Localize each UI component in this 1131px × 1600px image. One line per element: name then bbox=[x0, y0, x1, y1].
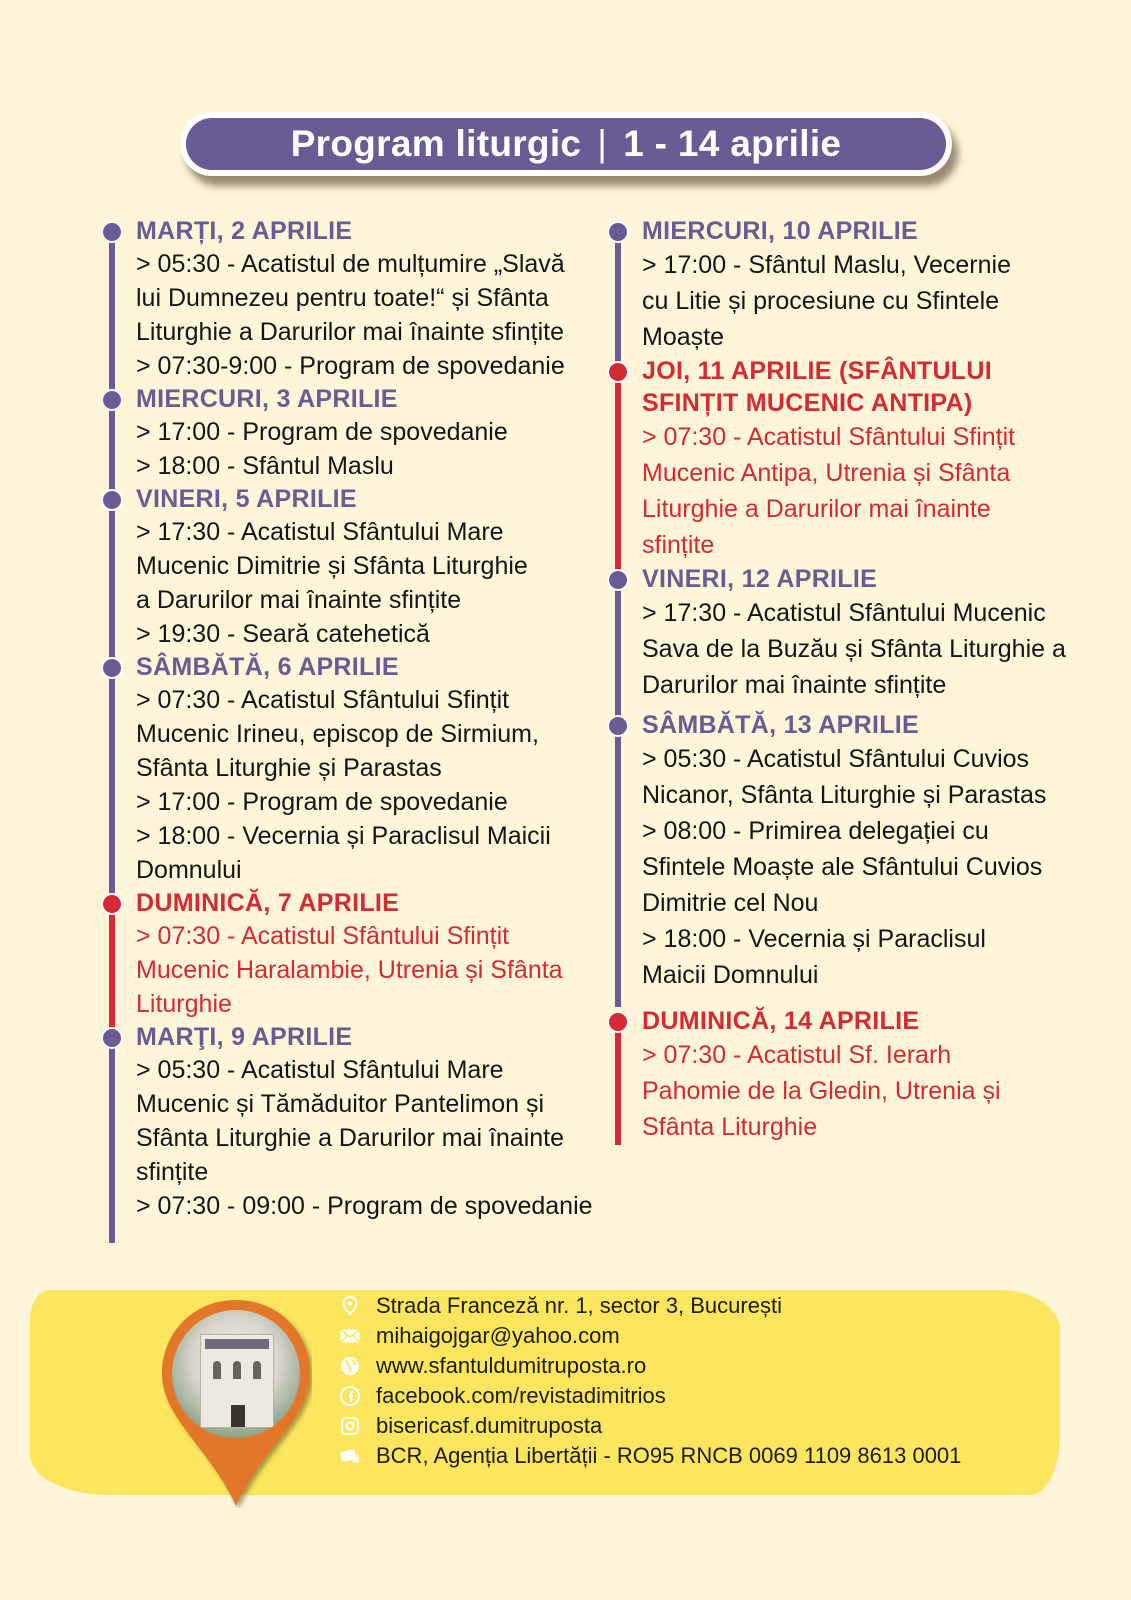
service-line: Mucenic Dimitrie și Sfânta Liturghie bbox=[136, 552, 528, 580]
schedule-entry-3-april bbox=[104, 383, 604, 483]
timeline-line bbox=[615, 1019, 621, 1145]
service-line: Pahomie de la Gledin, Utrenia și bbox=[642, 1077, 1001, 1105]
schedule-entry-14-april-feast bbox=[610, 1005, 1080, 1145]
service-line: Moaște bbox=[642, 323, 724, 351]
contact-bank bbox=[340, 1441, 961, 1471]
instagram-link[interactable]: bisericasf.dumitruposta bbox=[376, 1413, 603, 1438]
email-link[interactable]: mihaigojgar@yahoo.com bbox=[376, 1323, 620, 1348]
service-line: Liturghie a Darurilor mai înainte bbox=[642, 495, 991, 523]
service-line: > 05:30 - Acatistul de mulțumire „Slavă bbox=[136, 250, 565, 278]
schedule-left-column bbox=[104, 215, 604, 1223]
timeline-line bbox=[615, 577, 621, 717]
title-separator: | bbox=[597, 123, 608, 164]
service-line: Liturghie a Darurilor mai înainte sfințite bbox=[136, 318, 564, 346]
timeline-dot-icon bbox=[607, 221, 629, 243]
date-range: 1 - 14 aprilie bbox=[623, 123, 842, 164]
service-line: > 07:30 - Acatistul Sf. Ierarh bbox=[642, 1041, 952, 1069]
service-line: > 18:00 - Vecernia și Paraclisul Maicii bbox=[136, 822, 551, 850]
day-heading: MIERCURI, 10 APRILIE bbox=[642, 217, 918, 245]
timeline-line bbox=[109, 901, 115, 1035]
schedule-entry-6-april bbox=[104, 651, 604, 887]
service-line: Sfânta Liturghie bbox=[642, 1113, 818, 1141]
page-title: Program liturgic bbox=[290, 123, 582, 164]
service-line: > 05:30 - Acatistul Sfântului Cuvios bbox=[642, 745, 1030, 773]
bank-account-text: BCR, Agenția Libertății - RO95 RNCB 0069 1109 8613 0001 bbox=[376, 1443, 962, 1468]
service-line: Dimitrie cel Nou bbox=[642, 889, 819, 917]
timeline-line bbox=[109, 1035, 115, 1243]
day-heading: DUMINICĂ, 7 APRILIE bbox=[136, 889, 400, 917]
contact-address bbox=[340, 1291, 961, 1321]
instagram-icon bbox=[340, 1416, 360, 1436]
service-line: > 07:30-9:00 - Program de spovedanie bbox=[136, 352, 565, 380]
contact-website bbox=[340, 1351, 961, 1381]
church-building-icon bbox=[200, 1334, 274, 1428]
timeline-dot-icon bbox=[101, 1027, 123, 1049]
service-line: > 17:30 - Acatistul Sfântului Mucenic bbox=[642, 599, 1046, 627]
service-line: > 08:00 - Primirea delegației cu bbox=[642, 817, 989, 845]
day-heading: JOI, 11 APRILIE (SFÂNTULUI bbox=[642, 357, 992, 385]
timeline-line bbox=[109, 497, 115, 665]
service-line: Sfintele Moaște ale Sfântului Cuvios bbox=[642, 853, 1043, 881]
service-line: Sfânta Liturghie a Darurilor mai înainte bbox=[136, 1124, 565, 1152]
service-line: Maicii Domnului bbox=[642, 961, 819, 989]
contact-facebook bbox=[340, 1381, 961, 1411]
service-line: cu Litie și procesiune cu Sfintele bbox=[642, 287, 1000, 315]
day-heading: MARȚI, 2 APRILIE bbox=[136, 217, 353, 245]
service-line: Domnului bbox=[136, 856, 242, 884]
schedule-entry-7-april-feast bbox=[104, 887, 604, 1021]
timeline-line bbox=[109, 665, 115, 901]
day-heading: MARŢI, 9 APRILIE bbox=[136, 1023, 353, 1051]
timeline-line bbox=[615, 723, 621, 1007]
day-heading: VINERI, 5 APRILIE bbox=[136, 485, 357, 513]
service-line: > 18:00 - Sfântul Maslu bbox=[136, 452, 394, 480]
day-heading-continued: SFINȚIT MUCENIC ANTIPA) bbox=[642, 389, 973, 417]
timeline-line bbox=[615, 229, 621, 369]
service-line: sfințite bbox=[642, 531, 715, 559]
timeline-line bbox=[615, 369, 621, 577]
church-location-pin bbox=[160, 1298, 312, 1508]
service-line: lui Dumnezeu pentru toate!“ și Sfânta bbox=[136, 284, 549, 312]
schedule-entry-5-april bbox=[104, 483, 604, 651]
timeline-dot-icon bbox=[607, 715, 629, 737]
globe-icon bbox=[340, 1356, 360, 1376]
timeline-dot-icon bbox=[101, 657, 123, 679]
title-banner bbox=[180, 112, 952, 176]
day-heading: VINERI, 12 APRILIE bbox=[642, 565, 878, 593]
timeline-dot-icon bbox=[607, 361, 629, 383]
timeline-line bbox=[109, 229, 115, 397]
timeline-dot-icon bbox=[101, 221, 123, 243]
service-line: Sava de la Buzău și Sfânta Liturghie a bbox=[642, 635, 1066, 663]
service-line: > 05:30 - Acatistul Sfântului Mare bbox=[136, 1056, 504, 1084]
service-line: Mucenic Antipa, Utrenia și Sfânta bbox=[642, 459, 1011, 487]
church-photo bbox=[172, 1310, 300, 1438]
service-line: > 07:30 - Acatistul Sfântului Sfințit bbox=[136, 922, 510, 950]
service-line: Nicanor, Sfânta Liturghie și Parastas bbox=[642, 781, 1047, 809]
envelope-icon bbox=[340, 1326, 360, 1346]
service-line: > 17:00 - Program de spovedanie bbox=[136, 788, 508, 816]
contact-instagram bbox=[340, 1411, 961, 1441]
timeline-dot-icon bbox=[607, 1011, 629, 1033]
schedule-entry-11-april-feast bbox=[610, 355, 1080, 563]
day-heading: SÂMBĂTĂ, 6 APRILIE bbox=[136, 653, 399, 681]
service-line: Mucenic și Tămăduitor Pantelimon și bbox=[136, 1090, 545, 1118]
service-line: Sfânta Liturghie și Parastas bbox=[136, 754, 442, 782]
service-line: Darurilor mai înainte sfințite bbox=[642, 671, 947, 699]
schedule-entry-2-april bbox=[104, 215, 604, 383]
website-link[interactable]: www.sfantuldumitruposta.ro bbox=[376, 1353, 647, 1378]
facebook-icon bbox=[340, 1386, 360, 1406]
schedule-right-column bbox=[610, 215, 1080, 1145]
day-heading: SÂMBĂTĂ, 13 APRILIE bbox=[642, 711, 920, 739]
facebook-link[interactable]: facebook.com/revistadimitrios bbox=[376, 1383, 666, 1408]
service-line: sfințite bbox=[136, 1158, 209, 1186]
service-line: > 07:30 - Acatistul Sfântului Sfințit bbox=[136, 686, 510, 714]
address-text: Strada Franceză nr. 1, sector 3, București bbox=[376, 1293, 782, 1318]
day-heading: MIERCURI, 3 APRILIE bbox=[136, 385, 398, 413]
location-pin-icon bbox=[340, 1296, 360, 1316]
service-line: Liturghie bbox=[136, 990, 232, 1018]
timeline-dot-icon bbox=[101, 893, 123, 915]
schedule-entry-9-april bbox=[104, 1021, 604, 1223]
service-line: Mucenic Haralambie, Utrenia și Sfânta bbox=[136, 956, 563, 984]
schedule-entry-12-april bbox=[610, 563, 1080, 703]
timeline-dot-icon bbox=[101, 389, 123, 411]
schedule-entry-13-april bbox=[610, 709, 1080, 993]
timeline-dot-icon bbox=[101, 489, 123, 511]
service-line: a Darurilor mai înainte sfințite bbox=[136, 586, 462, 614]
bank-card-icon bbox=[340, 1446, 360, 1466]
service-line: > 17:00 - Sfântul Maslu, Vecernie bbox=[642, 251, 1011, 279]
service-line: Mucenic Irineu, episcop de Sirmium, bbox=[136, 720, 539, 748]
title-pill bbox=[186, 118, 946, 170]
service-line: > 07:30 - Acatistul Sfântului Sfințit bbox=[642, 423, 1016, 451]
service-line: > 07:30 - 09:00 - Program de spovedanie bbox=[136, 1192, 593, 1220]
service-line: > 17:30 - Acatistul Sfântului Mare bbox=[136, 518, 504, 546]
service-line: > 18:00 - Vecernia și Paraclisul bbox=[642, 925, 986, 953]
schedule-entry-10-april bbox=[610, 215, 1080, 355]
service-line: > 19:30 - Seară catehetică bbox=[136, 620, 430, 648]
timeline-dot-icon bbox=[607, 569, 629, 591]
contact-list bbox=[340, 1291, 961, 1471]
day-heading: DUMINICĂ, 14 APRILIE bbox=[642, 1007, 920, 1035]
timeline-line bbox=[109, 397, 115, 497]
service-line: > 17:00 - Program de spovedanie bbox=[136, 418, 508, 446]
contact-email bbox=[340, 1321, 961, 1351]
